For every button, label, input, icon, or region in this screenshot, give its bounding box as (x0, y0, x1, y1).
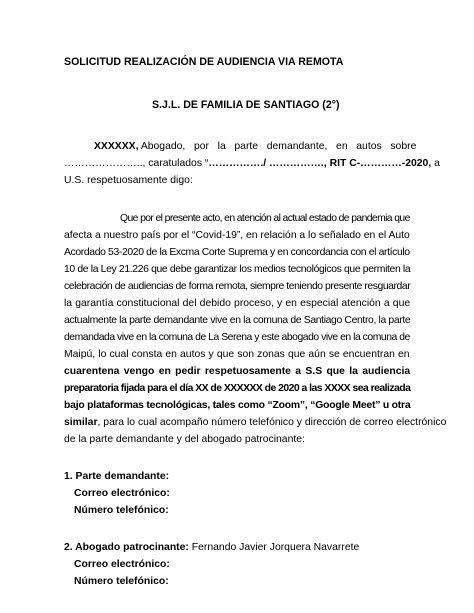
intro-line-1 (94, 138, 417, 156)
document-title: SOLICITUD REALIZACIÓN DE AUDIENCIA VIA REMOTA (64, 56, 344, 68)
request-line: cuarentena vengo en pedir respetuosamente a S.S que la audiencia (64, 366, 411, 377)
body-line: la garantía constitucional del debido proceso, y en especial atención a que (64, 298, 411, 309)
similar-word: similar (64, 417, 98, 428)
body-line: Acordado 53-2020 de la Excma Corte Suprema y en concordancia con el artículo (64, 247, 410, 258)
intro-line-2 (64, 155, 440, 173)
mixed-line (64, 414, 446, 432)
mixed-line-rest: , para lo cual acompaño número telefónico y dirección de correo electrónico (97, 417, 447, 428)
body-line: afecta a nuestro país por el “Covid-19”, en relación a lo señalado en el Auto (64, 230, 410, 241)
case-rit-placeholder: ……………./ ……………., RIT C-…………-2020, (208, 158, 432, 169)
intro-line-1-text: Abogado, por la parte demandante, en autos sobre (140, 141, 417, 152)
plaintiff-email-label: Correo electrónico: (74, 488, 170, 499)
intro-line-2-end: a (431, 158, 440, 169)
body-line: celebración de audiencias de forma remota, siempre teniendo presente resguardar (64, 281, 411, 292)
body-line: Que por el presente acto, en atención al actual estado de pandemia que (120, 213, 410, 224)
case-matter-placeholder: ………………….., (64, 158, 146, 169)
request-line: bajo plataformas tecnológicas, tales como “Zoom”, “Google Meet” u otra (64, 400, 411, 411)
closing-line: de la parte demandante y del abogado patrocinante: (64, 434, 305, 445)
body-line: demandada vive en la comuna de La Serena y este abogado vive en la comuna de (64, 332, 410, 343)
lawyer-full-name: Fernando Javier Jorquera Navarrete (188, 542, 360, 553)
lawyer-email-label: Correo electrónico: (74, 559, 170, 570)
intro-line-3: U.S. respetuosamente digo: (64, 175, 193, 186)
caratulados-text: caratulados “ (145, 158, 209, 169)
body-line: Maipú, lo cual consta en autos y que son zonas que aún se encuentran en (64, 349, 410, 360)
body-line: actualmente la parte demandante vive en la comuna de Santiago Centro, la parte (64, 315, 411, 326)
lawyer-phone-label: Número telefónico: (74, 576, 169, 587)
body-line: 10 de la Ley 21.226 que debe garantizar los medios tecnológicos que permiten la (64, 264, 411, 275)
lawyer-name-placeholder: XXXXXX, (94, 141, 139, 152)
section-plaintiff-heading: 1. Parte demandante: (64, 471, 170, 482)
court-heading: S.J.L. DE FAMILIA DE SANTIAGO (2°) (152, 99, 340, 111)
request-line: preparatoria fijada para el día XX de XXXXXX de 2020 a las XXXX sea realizada (64, 383, 411, 394)
section-lawyer-line (64, 539, 359, 557)
section-lawyer-heading: 2. Abogado patrocinante: (64, 542, 189, 553)
plaintiff-phone-label: Número telefónico: (74, 505, 169, 516)
